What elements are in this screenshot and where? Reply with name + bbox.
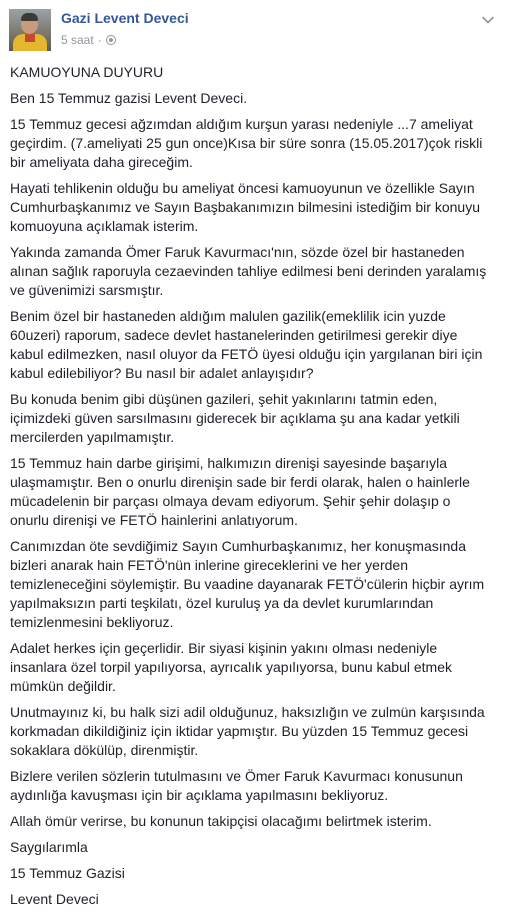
post-body (10, 63, 498, 916)
avatar-hair (21, 13, 38, 21)
post-header (9, 9, 497, 53)
post-paragraph: Hayati tehlikenin olduğu bu ameliyat öncesi kamuoyunun ve özellikle Sayın Cumhurbaşkanımız ve Sayın Başbakanımızın bilmesini istediğim bir konuyu komuoyuna açıklamak isterim. (10, 180, 480, 234)
author-name[interactable]: Gazi Levent Deveci (61, 10, 189, 26)
post-paragraph: Canımızdan öte sevdiğimiz Sayın Cumhurbaşkanımız, her konuşmasında bizleri anarak hain FETÖ'nün inlerine gireceklerini ve her yerden temizleneceğini söylemiştir. Bu vaadine dayanarak FETÖ'cülerin hiçbir ayrım yapılmaksızın parti teşkilatı, özel kuruluş ya da devlet kurumlarından temizlenmesini bekliyoruz. (10, 538, 485, 630)
post-paragraph: KAMUOYUNA DUYURU (10, 64, 164, 80)
avatar[interactable] (9, 9, 51, 51)
avatar-collar (25, 34, 35, 42)
post-paragraph: Benim özel bir hastaneden aldığım malulen gazilik(emeklilik icin yuzde 60uzeri) raporum, sadece devlet hastanelerinden getirilmesi gerekir diye kabul edilmezken, nasıl oluyor da FETÖ üyesi olduğu için yargılanan biri için kabul edilebiliyor? Bu nasıl bir adalet anlayışıdır? (10, 308, 483, 381)
post-paragraph: 15 Temmuz hain darbe girişimi, halkımızın direnişi sayesinde başarıyla ulaşmamıştır. Ben o onurlu direnişin sade bir ferdi olarak, halen o hainlerle mücadelenin bir parçası olmaya devam ediyorum. Şehir şehir dolaşıp o onurlu direnişi ve FETÖ hainlerini anlatıyorum. (10, 455, 470, 528)
globe-icon[interactable] (106, 35, 116, 45)
chevron-down-icon[interactable] (481, 13, 495, 27)
post-paragraph: Allah ömür verirse, bu konunun takipçisi olacağımı belirtmek isterim. (10, 813, 432, 829)
meta-separator: · (97, 33, 102, 47)
post-paragraph: Yakında zamanda Ömer Faruk Kavurmacı'nın, sözde özel bir hastaneden alınan sağlık raporuyla cezaevinden tahliye edilmesi beni derinden yaralamış ve güvenimizi sarsmıştır. (10, 244, 487, 298)
post-paragraph: 15 Temmuz gecesi ağzımdan aldığım kurşun yarası nedeniyle ...7 ameliyat geçirdim. (7.ameliyati 25 gun once)Kısa bir süre sonra (15.05.2017)çok riskli bir ameliyata daha gireceğim. (10, 116, 483, 170)
post-meta (61, 33, 116, 47)
post-timestamp[interactable]: 5 saat (61, 33, 94, 47)
post-paragraph: Levent Deveci (10, 891, 99, 907)
post-paragraph: Bizlere verilen sözlerin tutulmasını ve Ömer Faruk Kavurmacı konusunun aydınlığa kavuşması için bir açıklama yapılmasını bekliyoruz. (10, 768, 463, 803)
post-paragraph: Unutmayınız ki, bu halk sizi adil olduğunuz, haksızlığın ve zulmün karşısında korkmadan dikildiğiniz için iktidar yapmıştır. Bu yüzden 15 Temmuz gecesi sokaklara dökülüp, direnmiştir. (10, 704, 485, 758)
post-paragraph: 15 Temmuz Gazisi (10, 865, 125, 881)
post-paragraph: Adalet herkes için geçerlidir. Bir siyasi kişinin yakını olması nedeniyle insanlara özel torpil yapılıyorsa, ayrıcalık yapılıyorsa, bunu kabul etmek mümkün değildir. (10, 640, 452, 694)
post-paragraph: Ben 15 Temmuz gazisi Levent Deveci. (10, 90, 248, 106)
post-paragraph: Saygılarımla (10, 839, 88, 855)
post-paragraph: Bu konuda benim gibi düşünen gazileri, şehit yakınlarını tatmin eden, içimizdeki güven sarsılmasını giderecek bir açıklama şu ana kadar yetkili mercilerden yapılmamıştır. (10, 391, 460, 445)
